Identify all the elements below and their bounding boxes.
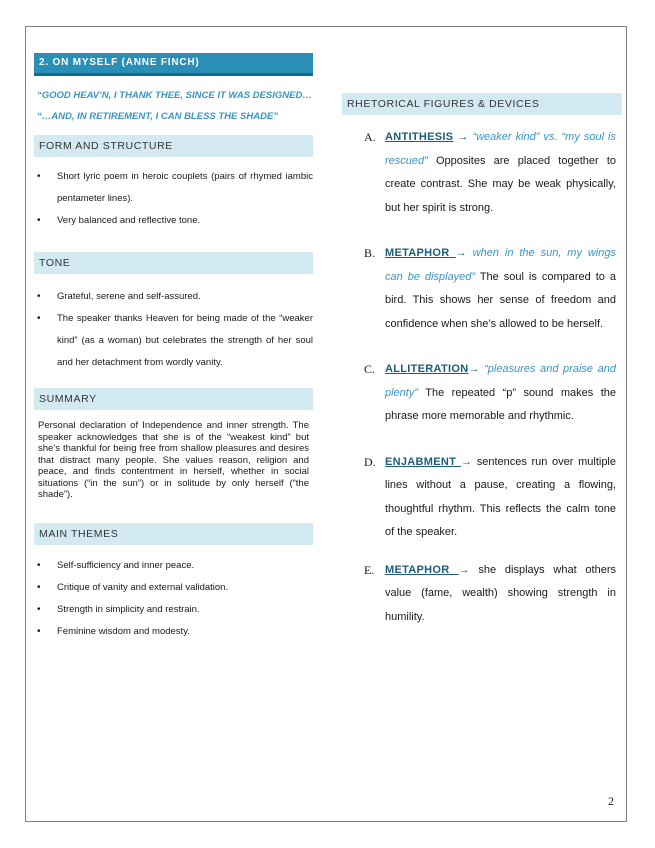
arrow-icon: → — [455, 247, 473, 259]
arrow-icon: → — [453, 131, 473, 143]
quote-line-1: “GOOD HEAV’N, I THANK THEE, SINCE IT WAS DESIGNED… — [37, 90, 312, 101]
arrow-icon: → — [458, 563, 479, 576]
right-column — [342, 93, 622, 629]
figure-item-metaphor-2 — [342, 559, 622, 630]
poem-title: 2. ON MYSELF (ANNE FINCH) — [34, 53, 313, 76]
list-item: • Critique of vanity and external validation. — [34, 577, 313, 599]
figure-term: ANTITHESIS — [385, 131, 454, 143]
page-number: 2 — [608, 794, 614, 808]
item-letter: E. — [364, 562, 375, 577]
figure-explanation: Opposites are placed together to create contrast. She may be weak physically, but her spirit is strong. — [385, 154, 616, 214]
quote-line-2: “…AND, IN RETIREMENT, I CAN BLESS THE SHADE” — [37, 111, 279, 122]
figure-quote: when in the sun, my wings can be displayed” — [385, 247, 616, 283]
list-item: • Grateful, serene and self-assured. — [34, 286, 313, 308]
figure-item-alliteration — [342, 358, 622, 429]
figure-explanation: The repeated “p” sound makes the phrase more memorable and rhythmic. — [385, 386, 616, 422]
figure-term: ENJABMENT — [385, 455, 462, 468]
summary-heading: SUMMARY — [34, 388, 313, 410]
figure-explanation: The soul is compared to a bird. This shows her sense of freedom and confidence when she’s allowed to be herself. — [385, 270, 616, 330]
figure-quote: “weaker kind” vs. “my soul is rescued” — [385, 131, 616, 167]
rhetorical-figures-heading: RHETORICAL FIGURES & DEVICES — [342, 93, 622, 115]
form-structure-heading: FORM AND STRUCTURE — [34, 135, 313, 157]
item-letter: D. — [364, 454, 376, 469]
main-themes-heading: MAIN THEMES — [34, 523, 313, 545]
figure-quote: “pleasures and praise and plenty” — [385, 363, 616, 399]
figure-item-metaphor-1 — [342, 242, 622, 336]
figure-item-antithesis — [342, 126, 622, 220]
tone-heading: TONE — [34, 252, 313, 274]
list-item: • Self-sufficiency and inner peace. — [34, 555, 313, 577]
list-item: • Strength in simplicity and restrain. — [34, 599, 313, 621]
figure-term: ALLITERATION — [385, 363, 469, 375]
arrow-icon: → — [461, 455, 477, 468]
item-letter: C. — [364, 362, 376, 376]
figure-explanation: sentences run over multiple lines without a pause, creating a flowing, thoughtful rhythm. This reflects the calm tone of the speaker. — [385, 455, 616, 538]
poem-quote — [34, 85, 313, 127]
figure-item-enjambment — [342, 451, 622, 545]
list-item: • Very balanced and reflective tone. — [34, 210, 313, 232]
figure-term: METAPHOR — [385, 247, 456, 259]
list-item: • The speaker thanks Heaven for being made of the “weaker kind” (as a woman) but celebrates the strength of her soul and her detachment from wordly vanity. — [34, 308, 313, 374]
summary-paragraph: Personal declaration of Independence and inner strength. The speaker acknowledges that she is of the “weakest kind” but she’s thankful for being free from shallow pleasures and desires that distract many people. She values reason, religion and peace, and finds contentment in herself, whether in social situations (“in the sun”) or in solitude by only herself (“the shade”). — [38, 420, 309, 500]
list-item: • Short lyric poem in heroic couplets (pairs of rhymed iambic pentameter lines). — [34, 166, 313, 210]
form-structure-list — [34, 166, 313, 232]
item-letter: B. — [364, 246, 376, 260]
list-item: • Feminine wisdom and modesty. — [34, 621, 313, 643]
figure-explanation: she displays what others value (fame, wealth) showing strength in humility. — [385, 563, 616, 623]
item-letter: A. — [364, 130, 376, 144]
main-themes-list — [34, 555, 313, 643]
tone-list — [34, 286, 313, 374]
figure-term: METAPHOR — [385, 563, 459, 576]
left-column — [34, 53, 313, 643]
arrow-icon: → — [468, 363, 485, 375]
